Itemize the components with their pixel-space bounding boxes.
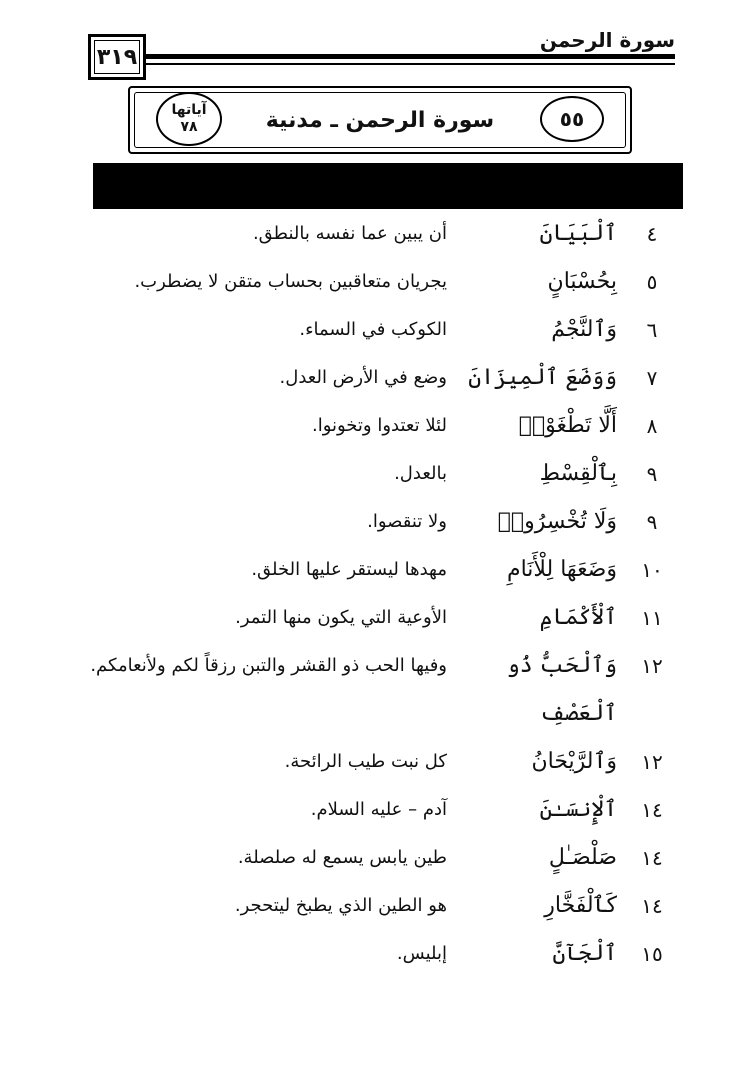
word-meaning: ولا تنقصوا. xyxy=(367,511,447,532)
quran-word: ٱلْإِنسَـٰنَ xyxy=(539,797,617,822)
quran-word: صَلْصَـٰلٍ xyxy=(548,845,617,870)
word-meaning: وفيها الحب ذو القشر والتبن رزقاً لكم ولأنعامكم. xyxy=(90,655,447,676)
verse-number: ٦ xyxy=(646,318,658,342)
word-meaning: طين يابس يسمع له صلصلة. xyxy=(237,847,447,868)
verse-number: ٤ xyxy=(646,222,658,246)
verse-number: ١٤ xyxy=(641,846,663,870)
glossary-row xyxy=(0,834,755,882)
verse-number: ٥ xyxy=(646,270,658,294)
word-meaning: الأوعية التي يكون منها التمر. xyxy=(235,607,447,628)
quran-word: أَلَّا تَطْغَوْا۟ xyxy=(518,413,617,438)
verse-number: ٩ xyxy=(646,510,658,534)
ayah-count-badge xyxy=(156,92,222,146)
quran-word: بِٱلْقِسْطِ xyxy=(539,461,617,486)
glossary-row xyxy=(0,402,755,450)
glossary-list xyxy=(0,210,755,978)
glossary-row xyxy=(0,450,755,498)
glossary-row xyxy=(0,594,755,642)
quran-word: ٱلْأَكْمَامِ xyxy=(539,605,617,630)
word-meaning: لئلا تعتدوا وتخونوا. xyxy=(311,415,447,436)
glossary-row xyxy=(0,930,755,978)
page-number: ٣١٩ xyxy=(88,34,146,80)
ayah-label: آياتها xyxy=(171,102,207,118)
glossary-row xyxy=(0,306,755,354)
glossary-row xyxy=(0,210,755,258)
quran-word: وَٱلنَّجْمُ xyxy=(551,317,617,342)
section-bar xyxy=(93,163,683,209)
quran-word: ٱلْجَآنَّ xyxy=(552,941,617,966)
word-meaning: كل نبت طيب الرائحة. xyxy=(284,751,447,772)
quran-word: وَوَضَعَ ٱلْمِيزَانَ xyxy=(468,365,617,390)
quran-word: وَضَعَهَا لِلْأَنَامِ xyxy=(506,557,617,582)
running-title: سورة الرحمن xyxy=(539,28,675,52)
verse-number: ٨ xyxy=(646,414,658,438)
word-meaning: إبليس. xyxy=(396,943,447,964)
verse-number: ١٤ xyxy=(641,798,663,822)
surah-number-badge: ٥٥ xyxy=(540,96,604,142)
verse-number: ١٢ xyxy=(641,654,663,678)
quran-word: بِحُسْبَانٍ xyxy=(547,269,617,294)
verse-number: ١٥ xyxy=(641,942,663,966)
word-meaning: آدم – عليه السلام. xyxy=(310,799,447,820)
verse-number: ١٤ xyxy=(641,894,663,918)
glossary-row xyxy=(0,546,755,594)
word-meaning: وضع في الأرض العدل. xyxy=(279,367,447,388)
quran-word: كَٱلْفَخَّارِ xyxy=(544,893,617,918)
quran-word: وَٱلْحَبُّ ذُو ٱلْعَصْفِ xyxy=(506,653,617,726)
glossary-row xyxy=(0,354,755,402)
glossary-row xyxy=(0,738,755,786)
glossary-row xyxy=(0,642,755,738)
verse-number: ١٠ xyxy=(641,558,663,582)
word-meaning: مهدها ليستقر عليها الخلق. xyxy=(251,559,447,580)
glossary-row xyxy=(0,882,755,930)
header-rule-thin xyxy=(146,63,675,65)
word-meaning: يجريان متعاقبين بحساب متقن لا يضطرب. xyxy=(134,271,447,292)
verse-number: ٩ xyxy=(646,462,658,486)
word-meaning: أن يبين عما نفسه بالنطق. xyxy=(252,223,447,244)
word-meaning: بالعدل. xyxy=(394,463,447,484)
word-meaning: الكوكب في السماء. xyxy=(299,319,447,340)
surah-banner xyxy=(128,86,632,154)
ayah-count: ٧٨ xyxy=(180,119,198,135)
verse-number: ٧ xyxy=(646,366,658,390)
glossary-row xyxy=(0,258,755,306)
quran-word: وَلَا تُخْسِرُوا۟ xyxy=(497,509,617,534)
glossary-row xyxy=(0,786,755,834)
verse-number: ١٢ xyxy=(641,750,663,774)
word-meaning: هو الطين الذي يطبخ ليتحجر. xyxy=(234,895,447,916)
glossary-row xyxy=(0,498,755,546)
verse-number: ١١ xyxy=(641,606,663,630)
header-rule-thick xyxy=(146,54,675,59)
quran-word: ٱلْبَيَانَ xyxy=(539,221,617,246)
quran-word: وَٱلرَّيْحَانُ xyxy=(531,749,617,774)
surah-title: سورة الرحمن ـ مدنية xyxy=(265,108,495,133)
